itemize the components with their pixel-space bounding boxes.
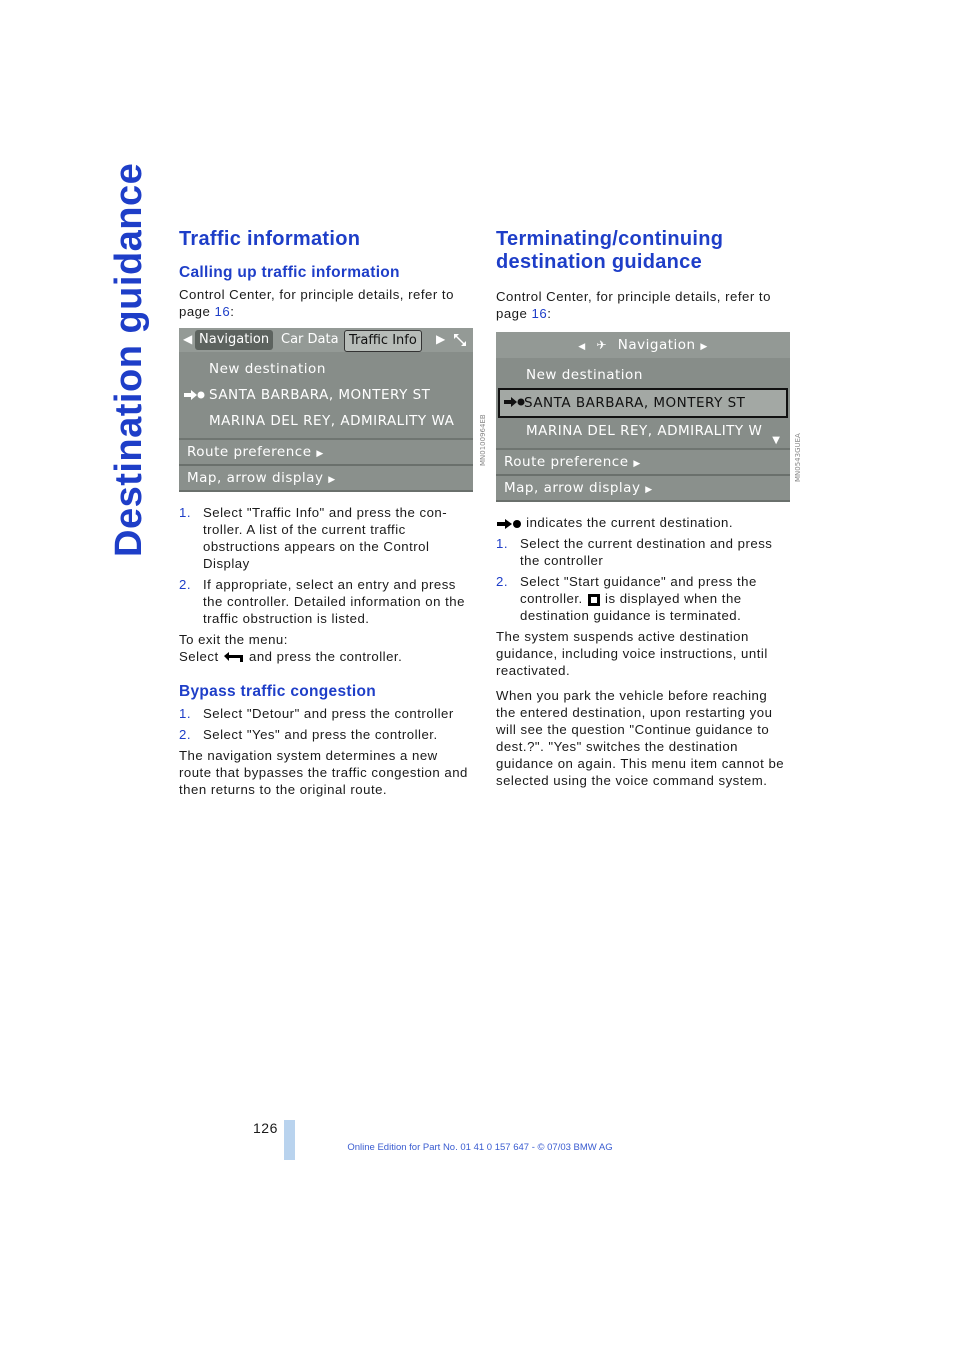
- step-text: Select "Detour" and press the controller: [203, 706, 454, 721]
- current-destination-icon: [183, 389, 205, 401]
- left-column: [179, 228, 487, 802]
- menu-item-route-preference[interactable]: [179, 440, 473, 466]
- intro-colon: :: [547, 306, 552, 321]
- title-line-1: Terminating/continuing: [496, 228, 724, 250]
- current-destination-label: SANTA BARBARA, MONTERY ST: [209, 387, 431, 403]
- left-arrow-icon: ◀: [183, 332, 193, 346]
- menu-item-marina[interactable]: MARINA DEL REY, ADMIRALITY W: [526, 423, 763, 439]
- step-text: If appropriate, select an entry and press the controller. Detailed information on the traffic obstruction is listed.: [203, 577, 465, 626]
- steps-list: [179, 504, 474, 627]
- step-number: 1.: [496, 536, 508, 551]
- traffic-info-title: Traffic information: [179, 228, 361, 250]
- route-preference-label: Route preference: [504, 454, 629, 470]
- indicates-paragraph: [496, 514, 791, 531]
- indicates-text: indicates the current destination.: [526, 515, 734, 530]
- steps-list-2: [179, 705, 474, 743]
- menu-item-current-destination[interactable]: [498, 388, 788, 418]
- control-display-screenshot: [179, 328, 487, 492]
- list-item: [179, 504, 474, 572]
- step-text-continued: is displayed when the destination guidance is terminated.: [520, 591, 742, 623]
- right-column: [496, 228, 802, 793]
- route-preference-label: Route preference: [187, 444, 312, 460]
- menu-item-new-destination[interactable]: New destination: [526, 367, 643, 383]
- step-number: 2.: [179, 727, 191, 742]
- menu-item-new-destination[interactable]: New destination: [209, 361, 326, 377]
- steps-list: [496, 535, 791, 624]
- chevron-right-icon: ▶: [633, 459, 641, 469]
- navigation-header-label: Navigation: [617, 337, 696, 353]
- chevron-left-icon: ◀: [578, 342, 586, 352]
- intro-paragraph: [179, 286, 474, 320]
- page-marker: [284, 1120, 295, 1160]
- footer-text: Online Edition for Part No. 01 41 0 157 647 - © 07/03 BMW AG: [347, 1142, 613, 1153]
- map-display-label: Map, arrow display: [504, 480, 641, 496]
- chevron-right-icon: ▶: [328, 475, 336, 485]
- page-link[interactable]: 16: [531, 306, 548, 321]
- current-destination-icon: [503, 396, 525, 408]
- tab-car-data[interactable]: Car Data: [281, 332, 339, 347]
- navigation-header[interactable]: [496, 332, 790, 358]
- step-number: 1.: [179, 505, 191, 520]
- control-display-screenshot: [496, 332, 802, 502]
- figure-code: MN0100964EB: [479, 414, 487, 466]
- menu-item-current-destination[interactable]: [179, 382, 473, 408]
- exit-text-a: To exit the menu:: [179, 632, 288, 647]
- stop-guidance-icon: [587, 593, 601, 607]
- suspend-paragraph: The system suspends active destination guidance, including voice instructions, until reactivated.: [496, 629, 768, 678]
- menu-item-route-preference[interactable]: [496, 450, 790, 476]
- right-arrow-icon: ▶: [436, 332, 446, 346]
- list-item: [179, 705, 474, 722]
- step-number: 2.: [179, 577, 191, 592]
- step-number: 2.: [496, 574, 508, 589]
- current-destination-label: SANTA BARBARA, MONTERY ST: [524, 395, 746, 411]
- bypass-heading: Bypass traffic congestion: [179, 683, 376, 700]
- page-link[interactable]: 16: [214, 304, 231, 319]
- step-text: Select "Start guidance" and press the controller.: [520, 574, 757, 606]
- exit-text-c: and press the controller.: [249, 649, 403, 664]
- step-text: Select the current destination and press the controller: [520, 536, 773, 568]
- back-arrow-icon: [223, 652, 245, 664]
- chapter-sidebar: [100, 162, 160, 562]
- list-item: [496, 535, 791, 569]
- menu-item-marina[interactable]: MARINA DEL REY, ADMIRALITY WA: [209, 413, 455, 429]
- exit-text-b: Select: [179, 649, 219, 664]
- step-text: Select "Traffic Info" and press the controller. A list of the current traffic obstructions appears on the Control Display: [203, 505, 447, 571]
- step-text: Select "Yes" and press the controller.: [203, 727, 438, 742]
- title-line-2: destination guidance: [496, 251, 703, 273]
- figure-code: MN0543GUEA: [794, 433, 802, 482]
- chevron-right-icon: ▶: [316, 449, 324, 459]
- page-number: 126: [253, 1120, 278, 1136]
- chapter-title: Destination guidance: [108, 162, 150, 557]
- chevron-right-icon: ▶: [645, 485, 653, 495]
- calling-up-heading: Calling up traffic information: [179, 264, 400, 281]
- current-destination-icon: [496, 518, 522, 530]
- intro-text: Control Center, for principle details, refer to page: [179, 287, 454, 319]
- move-icon: [451, 331, 469, 349]
- intro-colon: :: [230, 304, 235, 319]
- satellite-icon: ✈: [596, 338, 607, 352]
- park-paragraph: When you park the vehicle before reaching the entered destination, upon restarting you will see the question "Continue guidance to dest.?". "Yes" switches the destination guidance on again. This menu item cannot be selected using the voice command system.: [496, 688, 785, 788]
- exit-paragraph: [179, 631, 474, 665]
- tab-traffic-info[interactable]: Traffic Info: [344, 330, 422, 352]
- list-item: [496, 573, 791, 624]
- intro-text: Control Center, for principle details, refer to page: [496, 289, 771, 321]
- terminating-title: [496, 228, 791, 274]
- step-number: 1.: [179, 706, 191, 721]
- menu-item-map-display[interactable]: [179, 466, 473, 492]
- scroll-down-icon[interactable]: ▼: [772, 435, 780, 446]
- menu-item-map-display[interactable]: [496, 476, 790, 502]
- list-item: [179, 576, 474, 627]
- list-item: [179, 726, 474, 743]
- intro-paragraph: [496, 288, 791, 322]
- tab-navigation[interactable]: Navigation: [195, 330, 273, 350]
- map-display-label: Map, arrow display: [187, 470, 324, 486]
- chevron-right-icon: ▶: [700, 342, 708, 352]
- bypass-body: The navigation system determines a new route that bypasses the traffic congestion and then returns to the original route.: [179, 748, 468, 797]
